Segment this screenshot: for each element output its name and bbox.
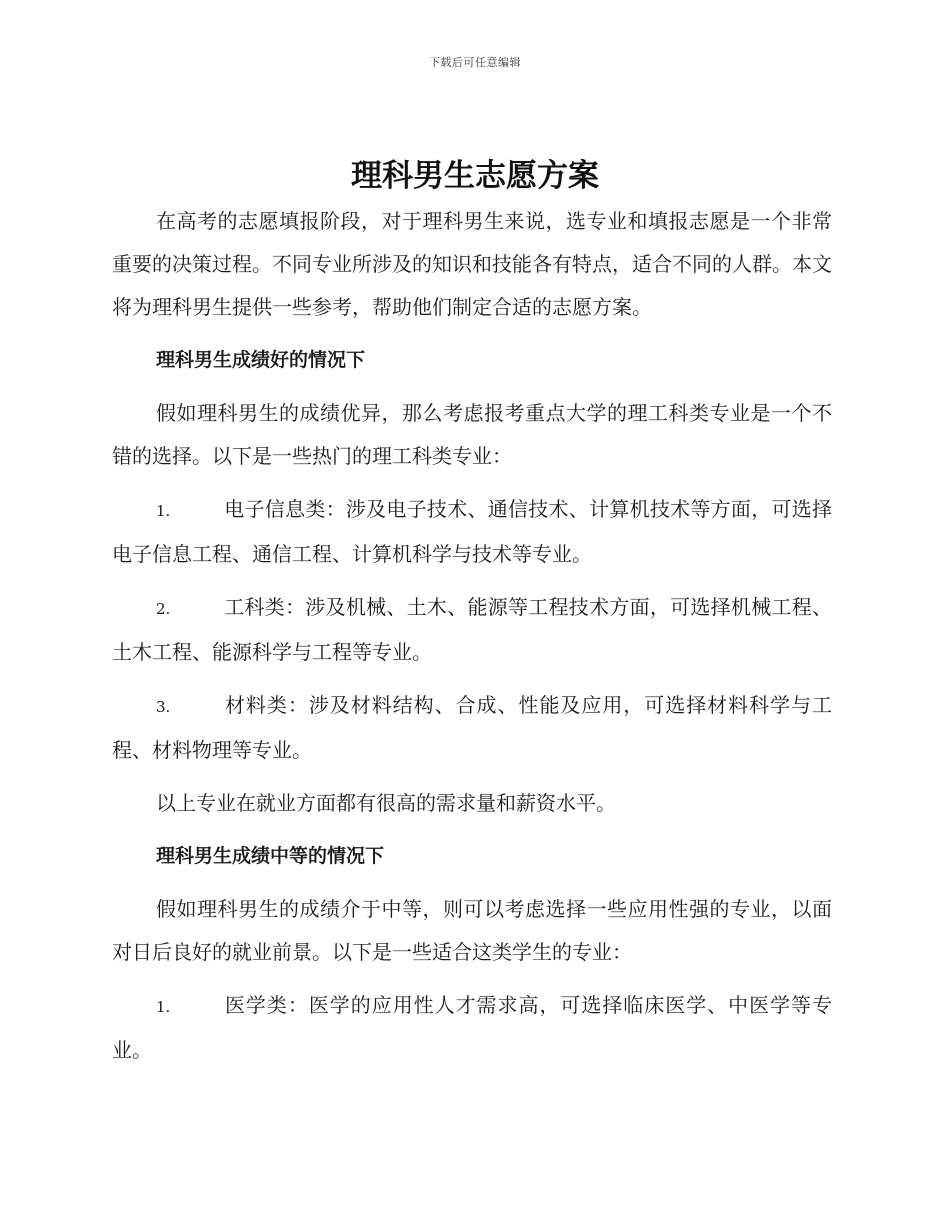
- document-body: [112, 200, 832, 1072]
- list-item-number: 1.: [156, 998, 171, 1016]
- section-heading-medium-grades: 理科男生成绩中等的情况下: [156, 845, 385, 867]
- list-item: [112, 586, 832, 674]
- document-title: 理科男生志愿方案: [351, 158, 599, 194]
- section1-closing: 以上专业在就业方面都有很高的需求量和薪资水平。: [156, 791, 616, 815]
- section2-paragraph: 假如理科男生的成绩介于中等，则可以考虑选择一些应用性强的专业，以面对日后良好的就业前景。以下是一些适合这类学生的专业：: [112, 897, 832, 964]
- list-item: [112, 984, 832, 1072]
- list-item-text: 电子信息类：涉及电子技术、通信技术、计算机技术等方面，可选择电子信息工程、通信工程、计算机科学与技术等专业。: [112, 497, 832, 566]
- list-item-text: 医学类：医学的应用性人才需求高，可选择临床医学、中医学等专业。: [112, 993, 832, 1062]
- section-heading-good-grades: 理科男生成绩好的情况下: [156, 349, 366, 371]
- section1-paragraph: 假如理科男生的成绩优异，那么考虑报考重点大学的理工科类专业是一个不错的选择。以下是一些热门的理工科类专业：: [112, 401, 832, 468]
- list-item-number: 2.: [156, 600, 171, 618]
- list-item: [112, 684, 832, 772]
- list-item-text: 材料类：涉及材料结构、合成、性能及应用，可选择材料科学与工程、材料物理等专业。: [112, 693, 832, 762]
- intro-paragraph: 在高考的志愿填报阶段，对于理科男生来说，选专业和填报志愿是一个非常重要的决策过程。不同专业所涉及的知识和技能各有特点，适合不同的人群。本文将为理科男生提供一些参考，帮助他们制定合适的志愿方案。: [112, 209, 832, 319]
- list-item-number: 1.: [156, 502, 171, 520]
- header-note: 下载后可任意编辑: [429, 56, 521, 69]
- list-item-text: 工科类：涉及机械、土木、能源等工程技术方面，可选择机械工程、土木工程、能源科学与工程等专业。: [112, 595, 832, 664]
- list-item: [112, 488, 832, 576]
- list-item-number: 3.: [156, 698, 171, 716]
